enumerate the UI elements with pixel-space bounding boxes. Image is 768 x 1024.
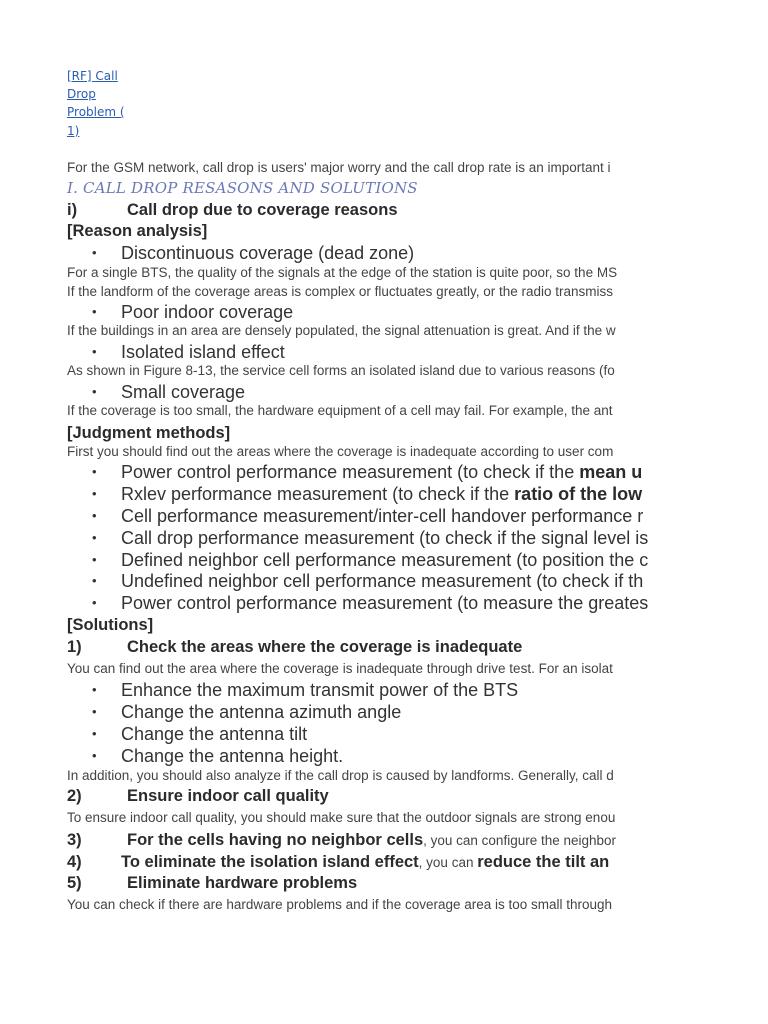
bullet-dot: •: [92, 726, 97, 741]
bullet-dot: •: [92, 530, 97, 545]
bullet-dot: •: [92, 573, 97, 588]
heading-text: For the cells having no neighbor cells: [127, 831, 424, 849]
judgment-item-bold: ratio of the low: [514, 484, 643, 504]
solution-item-text: Change the antenna height.: [121, 746, 344, 766]
reason-paragraph: If the coverage is too small, the hardware equipment of a cell may fail. For example, the ant: [67, 403, 613, 418]
solution-5-paragraph: You can check if there are hardware problems and if the coverage area is too small through: [67, 897, 613, 912]
judgment-item: [92, 593, 648, 614]
solution-1-heading: [67, 638, 522, 657]
bullet-text: Small coverage: [121, 382, 246, 402]
solution-item-text: Change the antenna azimuth angle: [121, 702, 402, 722]
solution-3-line: [67, 831, 616, 850]
judgment-item: [92, 528, 648, 549]
judgment-item-text: Undefined neighbor cell performance measurement (to check if th: [121, 571, 644, 591]
solution-2-paragraph: To ensure indoor call quality, you should make sure that the outdoor signals are strong enou: [67, 810, 616, 825]
heading-text: Ensure indoor call quality: [127, 787, 329, 805]
heading-number: 4): [67, 853, 82, 871]
doc-link-line-4[interactable]: 1): [67, 124, 80, 138]
reason-bullet-indoor: [92, 302, 293, 323]
heading-coverage-reasons: [67, 201, 398, 220]
heading-text: Check the areas where the coverage is inadequate: [127, 638, 523, 656]
section-title: I. CALL DROP RESASONS AND SOLUTIONS: [67, 179, 418, 197]
judgment-item: [92, 571, 643, 592]
bullet-dot: •: [92, 245, 97, 260]
solution-4-line: [67, 853, 609, 872]
reason-paragraph: If the landform of the coverage areas is complex or fluctuates greatly, or the radio transmiss: [67, 284, 614, 299]
solutions-heading: [Solutions]: [67, 616, 154, 634]
judgment-item-bold: mean u: [579, 462, 643, 482]
judgment-item-text: Cell performance measurement/inter-cell handover performance r: [121, 506, 644, 526]
reason-paragraph: As shown in Figure 8-13, the service cell forms an isolated island due to various reasons (fo: [67, 363, 615, 378]
solution-1-item: [92, 680, 518, 701]
bullet-dot: •: [92, 384, 97, 399]
bullet-dot: •: [92, 508, 97, 523]
judgment-intro: First you should find out the areas where the coverage is inadequate according to user com: [67, 444, 614, 459]
judgment-item-text: Power control performance measurement (to measure the greates: [121, 593, 648, 613]
bullet-dot: •: [92, 464, 97, 479]
bullet-dot: •: [92, 486, 97, 501]
solution-1-note: In addition, you should also analyze if the call drop is caused by landforms. Generally, call d: [67, 768, 614, 783]
judgment-item: [92, 550, 648, 571]
judgment-item: [92, 484, 642, 505]
solution-item-text: Enhance the maximum transmit power of the BTS: [121, 680, 519, 700]
judgment-item-text: Rxlev performance measurement (to check if the: [121, 484, 515, 504]
solution-1-item: [92, 724, 307, 745]
judgment-item: [92, 462, 642, 483]
heading-number: 3): [67, 831, 82, 849]
reason-bullet-small: [92, 382, 245, 403]
judgment-item: [92, 506, 643, 527]
heading-text: Eliminate hardware problems: [127, 874, 358, 892]
solution-item-text: Change the antenna tilt: [121, 724, 308, 744]
bullet-text: Poor indoor coverage: [121, 302, 294, 322]
bullet-dot: •: [92, 704, 97, 719]
heading-number: i): [67, 201, 78, 219]
bullet-dot: •: [92, 595, 97, 610]
bullet-dot: •: [92, 552, 97, 567]
reason-analysis-heading: [Reason analysis]: [67, 222, 208, 240]
judgment-item-text: Call drop performance measurement (to check if the signal level is: [121, 528, 648, 548]
reason-bullet-dead-zone: [92, 243, 414, 264]
heading-text: To eliminate the isolation island effect: [121, 853, 419, 871]
heading-number: 2): [67, 787, 82, 805]
bullet-text: Discontinuous coverage (dead zone): [121, 243, 415, 263]
doc-link-line-3[interactable]: Problem (: [67, 105, 125, 119]
bullet-text: Isolated island effect: [121, 342, 285, 362]
bullet-dot: •: [92, 344, 97, 359]
solution-1-paragraph: You can find out the area where the coverage is inadequate through drive test. For an isolat: [67, 661, 613, 676]
solution-5-heading: [67, 874, 357, 893]
bullet-dot: •: [92, 682, 97, 697]
heading-number: 5): [67, 874, 82, 892]
doc-link-line-1[interactable]: [RF] Call: [67, 69, 118, 83]
reason-paragraph: For a single BTS, the quality of the signals at the edge of the station is quite poor, so the MS: [67, 265, 618, 280]
judgment-methods-heading: [Judgment methods]: [67, 424, 231, 442]
judgment-item-text: Power control performance measurement (to check if the: [121, 462, 580, 482]
intro-paragraph: For the GSM network, call drop is users' major worry and the call drop rate is an important i: [67, 160, 611, 175]
judgment-item-text: Defined neighbor cell performance measurement (to position the c: [121, 550, 648, 570]
inline-bold-text: reduce the tilt an: [477, 853, 610, 871]
bullet-dot: •: [92, 748, 97, 763]
heading-number: 1): [67, 638, 82, 656]
inline-text: , you can configure the neighbor: [423, 833, 617, 848]
solution-2-heading: [67, 787, 329, 806]
doc-link-line-2[interactable]: Drop: [67, 87, 96, 101]
solution-1-item: [92, 702, 401, 723]
heading-text: Call drop due to coverage reasons: [127, 201, 398, 219]
inline-text: , you can: [418, 855, 478, 870]
reason-paragraph: If the buildings in an area are densely populated, the signal attenuation is great. And if the w: [67, 323, 616, 338]
reason-bullet-island: [92, 342, 285, 363]
bullet-dot: •: [92, 304, 97, 319]
solution-1-item: [92, 746, 343, 767]
